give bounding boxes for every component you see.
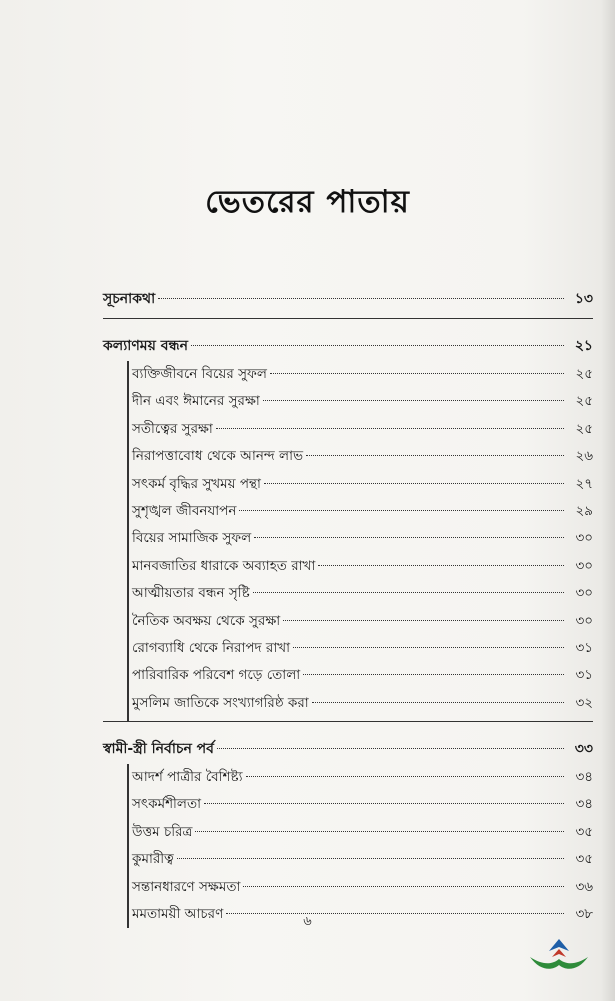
toc-entry-page: ৩০ xyxy=(575,557,593,574)
toc-entry-label: নিরাপত্তাবোধ থেকে আনন্দ লাভ xyxy=(132,448,304,465)
toc-entry-label: কুমারীত্ব xyxy=(132,851,174,868)
toc-entry-label: দীন এবং ঈমানের সুরক্ষা xyxy=(132,393,260,410)
toc-entry-page: ৩৪ xyxy=(575,769,593,786)
toc-entry-page: ৩৫ xyxy=(575,851,593,868)
toc-entry-label: সতীত্বের সুরক্ষা xyxy=(132,420,213,437)
leader-dots xyxy=(318,564,564,566)
toc-section-heading xyxy=(103,734,593,764)
toc-entry xyxy=(103,361,593,388)
toc-entry-label: মানবজাতির ধারাকে অব্যাহত রাখা xyxy=(132,557,316,574)
section-bracket-line xyxy=(127,764,129,928)
toc-entry-page: ২৫ xyxy=(575,366,593,382)
toc-entry xyxy=(103,525,593,552)
toc-entry xyxy=(103,635,593,662)
toc-entry-page: ৩৮ xyxy=(575,906,593,923)
table-of-contents xyxy=(103,284,593,930)
leader-dots xyxy=(306,454,564,456)
leader-dots xyxy=(204,802,564,804)
toc-entry-page: ৩১ xyxy=(575,639,593,656)
leader-dots xyxy=(270,372,564,374)
toc-section-page: ২১ xyxy=(574,338,593,354)
leader-dots xyxy=(158,297,564,299)
toc-section-heading xyxy=(103,284,593,314)
leader-dots xyxy=(303,673,564,675)
section-bracket-line xyxy=(127,361,129,721)
leader-dots xyxy=(263,399,564,401)
toc-entry-label: সৎকর্মশীলতা xyxy=(132,796,202,813)
toc-section-page: ৩৩ xyxy=(574,741,593,758)
toc-entry xyxy=(103,819,593,846)
toc-entry-label: আত্মীয়তার বন্ধন সৃষ্টি xyxy=(132,585,250,602)
toc-entry-page: ২৫ xyxy=(575,420,593,437)
leader-dots xyxy=(283,619,564,621)
toc-entry-label: পারিবারিক পরিবেশ গড়ে তোলা xyxy=(132,667,301,684)
toc-entry-label: ব্যক্তিজীবনে বিয়ের সুফল xyxy=(132,366,267,382)
toc-entry-label: সুশৃঙ্খল জীবনযাপন xyxy=(132,502,237,519)
leader-dots xyxy=(216,427,564,429)
toc-entry-page: ২৭ xyxy=(575,475,593,492)
toc-entry-label: বিয়ের সামাজিক সুফল xyxy=(132,530,252,547)
leader-dots xyxy=(264,482,564,484)
leader-dots xyxy=(217,747,564,749)
toc-section xyxy=(103,284,593,319)
toc-entry xyxy=(103,662,593,689)
toc-entry-page: ৩১ xyxy=(575,667,593,684)
toc-entry-page: ৩৫ xyxy=(575,823,593,840)
toc-entry xyxy=(103,874,593,901)
leader-dots xyxy=(293,646,564,648)
toc-entry-page: ৩৬ xyxy=(575,878,593,895)
toc-section xyxy=(103,734,593,928)
toc-entry xyxy=(103,846,593,873)
toc-section xyxy=(103,331,593,722)
logo-middle-mark xyxy=(552,949,566,957)
toc-entry xyxy=(103,608,593,635)
leader-dots xyxy=(243,885,564,887)
leader-dots xyxy=(239,509,564,511)
toc-entry-page: ৩২ xyxy=(575,694,593,711)
page-edge-shadow xyxy=(601,0,615,1001)
toc-entry-label: নৈতিক অবক্ষয় থেকে সুরক্ষা xyxy=(132,612,281,629)
toc-entry xyxy=(103,498,593,525)
toc-entry-label: সৎকর্ম বৃদ্ধির সুখময় পন্থা xyxy=(132,475,261,492)
toc-section-heading xyxy=(103,331,593,361)
publisher-logo xyxy=(528,935,590,975)
page-number: ৬ xyxy=(303,914,312,929)
toc-entry-page: ৩০ xyxy=(575,612,593,629)
toc-entry-page: ২৫ xyxy=(575,393,593,410)
leader-dots xyxy=(253,591,564,593)
toc-entry-label: মমতাময়ী আচরণ xyxy=(132,906,224,923)
leader-dots xyxy=(312,701,564,703)
toc-entry-label: সন্তানধারণে সক্ষমতা xyxy=(132,878,241,895)
leader-dots xyxy=(246,775,564,777)
toc-entry xyxy=(103,388,593,415)
toc-section-label: স্বামী-স্ত্রী নির্বাচন পর্ব xyxy=(103,741,214,758)
toc-section-page: ১৩ xyxy=(574,291,593,307)
leader-dots xyxy=(254,536,564,538)
toc-entry-page: ৩০ xyxy=(575,585,593,602)
toc-entry xyxy=(103,416,593,443)
logo-open-book xyxy=(530,957,588,969)
page-title: ভেতরের পাতায় xyxy=(205,184,410,220)
toc-entry xyxy=(103,471,593,498)
toc-entry xyxy=(103,580,593,607)
toc-entry xyxy=(103,791,593,818)
toc-section-label: সূচনাকথা xyxy=(103,291,156,307)
toc-entry xyxy=(103,764,593,791)
toc-entry-label: উত্তম চরিত্র xyxy=(132,823,193,840)
toc-entry xyxy=(103,553,593,580)
leader-dots xyxy=(191,344,564,346)
leader-dots xyxy=(177,857,564,859)
toc-entry-page: ২৬ xyxy=(575,448,593,465)
toc-entry-label: আদর্শ পাত্রীর বৈশিষ্ট্য xyxy=(132,769,243,786)
toc-entry-page: ২৯ xyxy=(575,502,593,519)
leader-dots xyxy=(195,830,564,832)
toc-entry xyxy=(103,690,593,717)
toc-entry-page: ৩০ xyxy=(575,530,593,547)
toc-entry-label: মুসলিম জাতিকে সংখ্যাগরিষ্ঠ করা xyxy=(132,694,309,711)
toc-entry xyxy=(103,443,593,470)
toc-section-label: কল্যাণময় বন্ধন xyxy=(103,338,188,354)
toc-entry-label: রোগব্যাধি থেকে নিরাপদ রাখা xyxy=(132,639,291,656)
toc-entry-page: ৩৪ xyxy=(575,796,593,813)
